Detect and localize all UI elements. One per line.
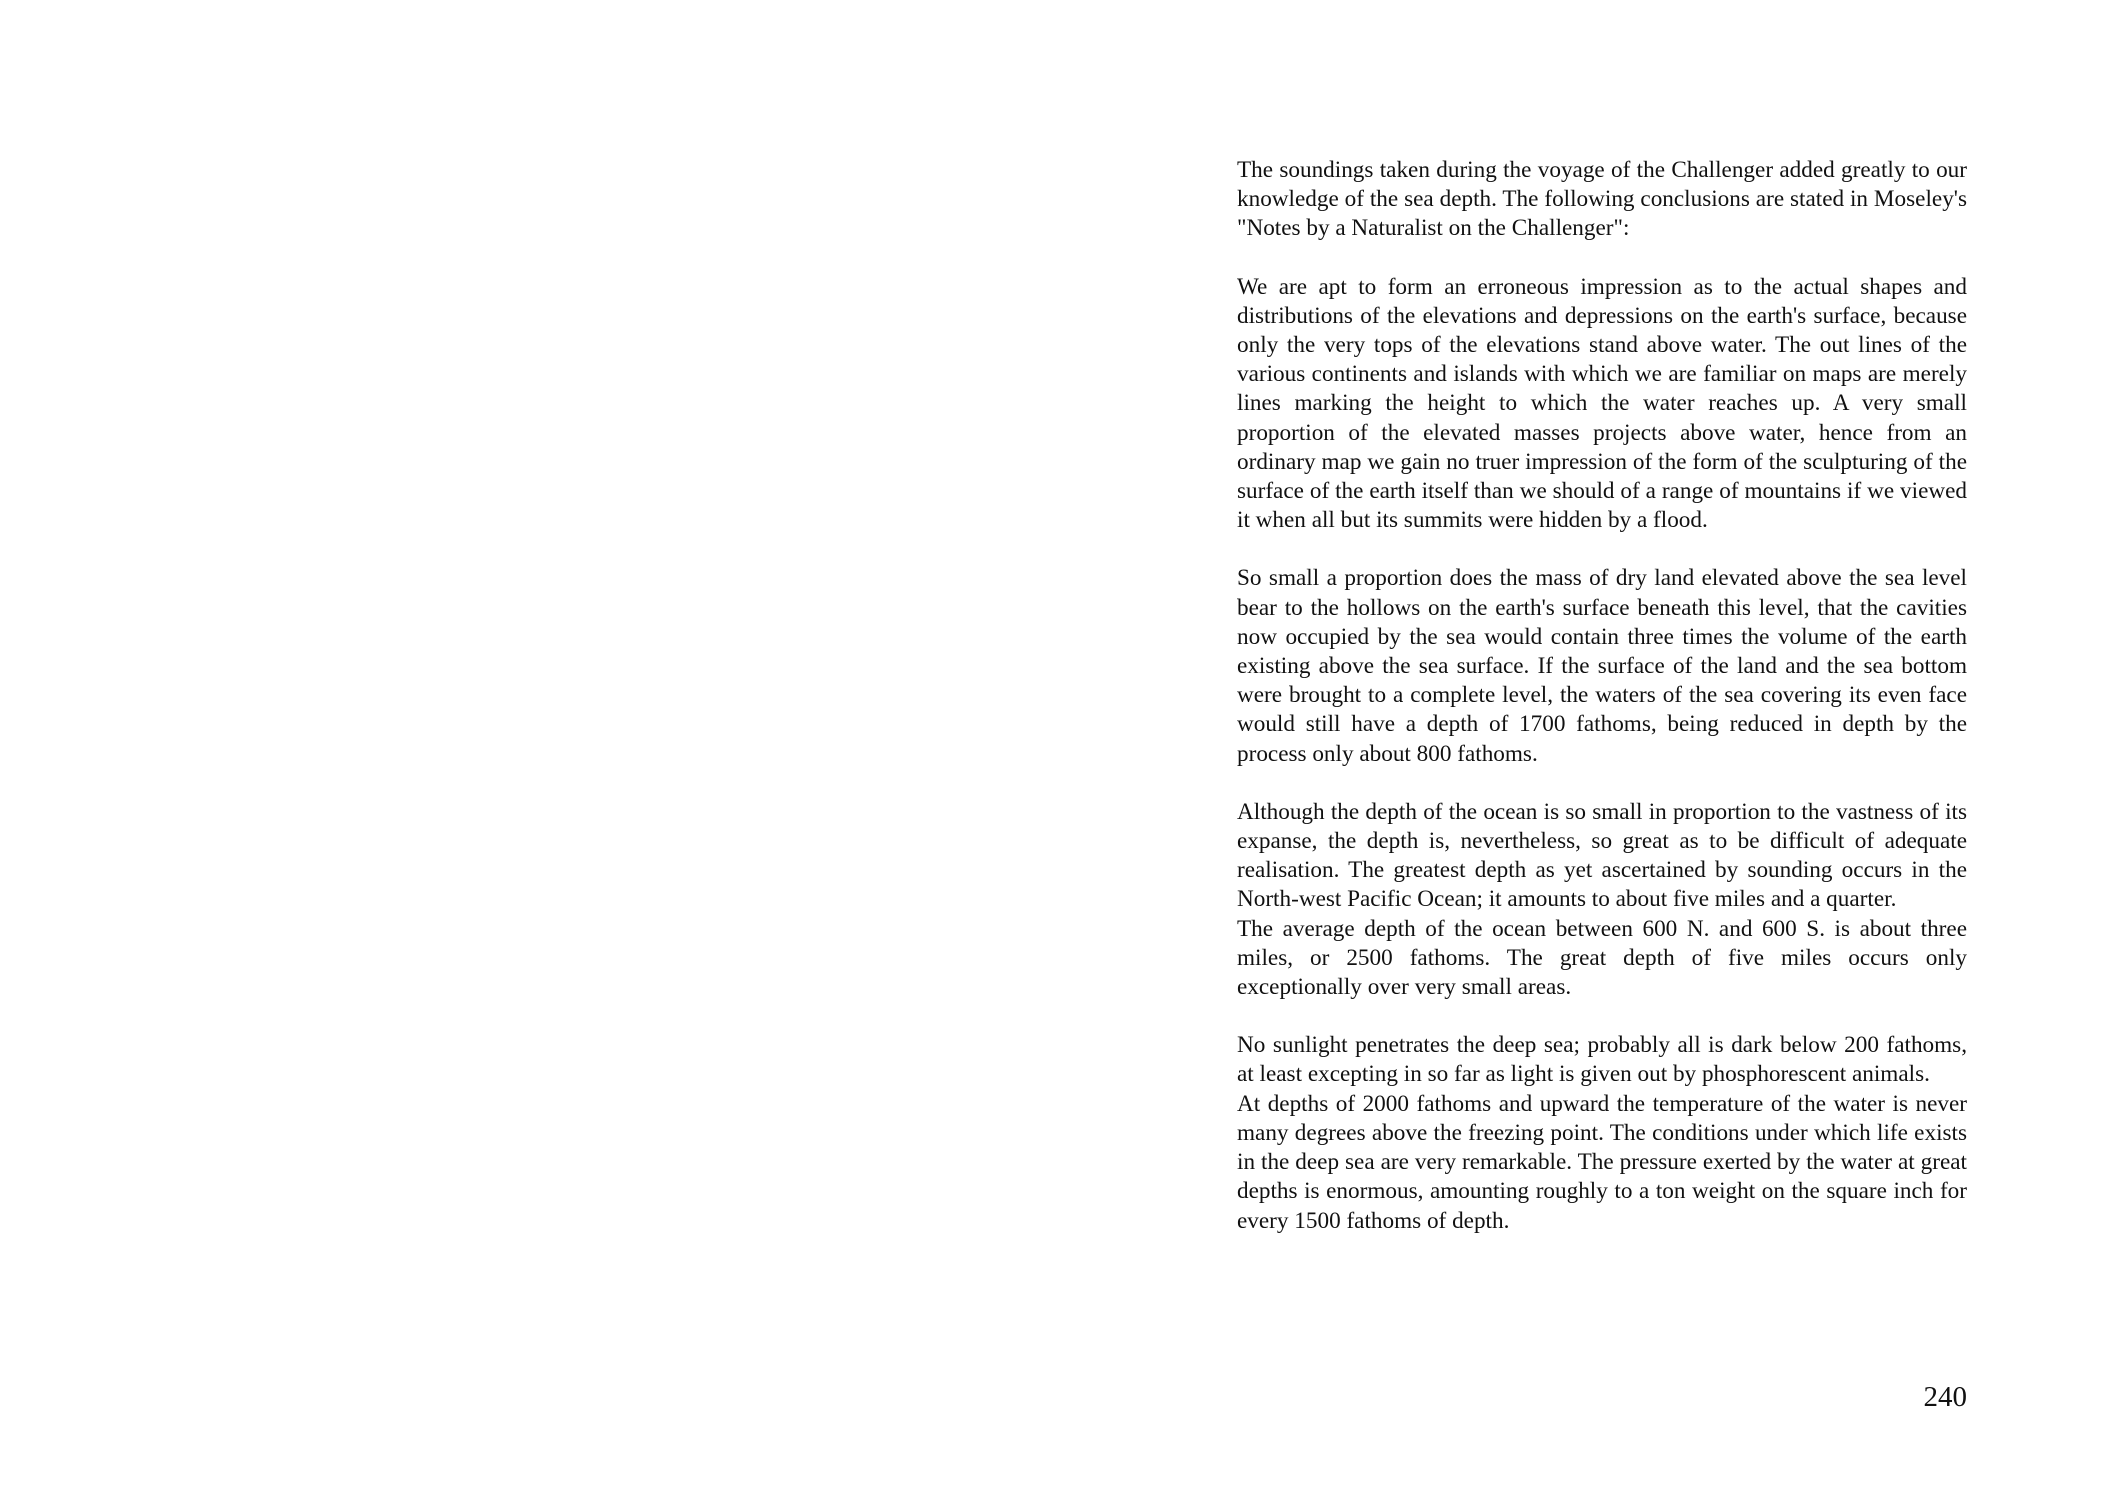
right-page bbox=[1052, 0, 2105, 1489]
paragraph-sunlight: No sunlight penetrates the deep sea; probably all is dark below 200 fathoms, at least excepting in so far as light is given out by phosphorescent animals. bbox=[1237, 1032, 1967, 1088]
paragraph-intro: The soundings taken during the voyage of the Challenger added greatly to our knowledge of the sea depth. The following conclusions are stated in Moseley's "Notes by a Naturalist on the Challenger": bbox=[1237, 157, 1967, 242]
paragraph-elevations: We are apt to form an erroneous impression as to the actual shapes and distributions of the elevations and depressions on the earth's surface, because only the very tops of the elevations stand above water. The out lines of the various continents and islands with which we are familiar on maps are merely lines marking the height to which the water reaches up. A very small proportion of the elevated masses projects above water, hence from an ordinary map we gain no truer impression of the form of the sculpturing of the surface of the earth itself than we should of a range of mountains if we viewed it when all but its summits were hidden by a flood. bbox=[1237, 273, 1967, 534]
paragraph-average-depth: The average depth of the ocean between 600 N. and 600 S. is about three miles, or 2500 fathoms. The great depth of five miles occurs only exceptionally over very small areas. bbox=[1237, 915, 1967, 1001]
paragraph-pressure: At depths of 2000 fathoms and upward the temperature of the water is never many degrees above the freezing point. The conditions under which life exists in the deep sea are very remarkable. The pressure exerted by the water at great depths is enormous, amounting roughly to a ton weight on the square inch for every 1500 fathoms of depth. bbox=[1237, 1090, 1967, 1234]
left-page-blank bbox=[0, 0, 1052, 1489]
paragraph-dry-land: So small a proportion does the mass of dry land elevated above the sea level bear to the hollows on the earth's surface beneath this level, that the cavities now occupied by the sea would contain three times the volume of the earth existing above the sea surface. If the surface of the land and the sea bottom were brought to a complete level, the waters of the sea covering its even face would still have a depth of 1700 fathoms, being reduced in depth by the process only about 800 fathoms. bbox=[1237, 565, 1967, 767]
page-number: 240 bbox=[1923, 1381, 1967, 1413]
paragraph-ocean-depth: Although the depth of the ocean is so small in proportion to the vastness of its expanse, the depth is, nevertheless, so great as to be difficult of adequate realisation. The greatest depth as yet ascertained by sounding occurs in the North-west Pacific Ocean; it amounts to about five miles and a quarter. bbox=[1237, 798, 1967, 913]
text-column bbox=[1237, 156, 1967, 1236]
